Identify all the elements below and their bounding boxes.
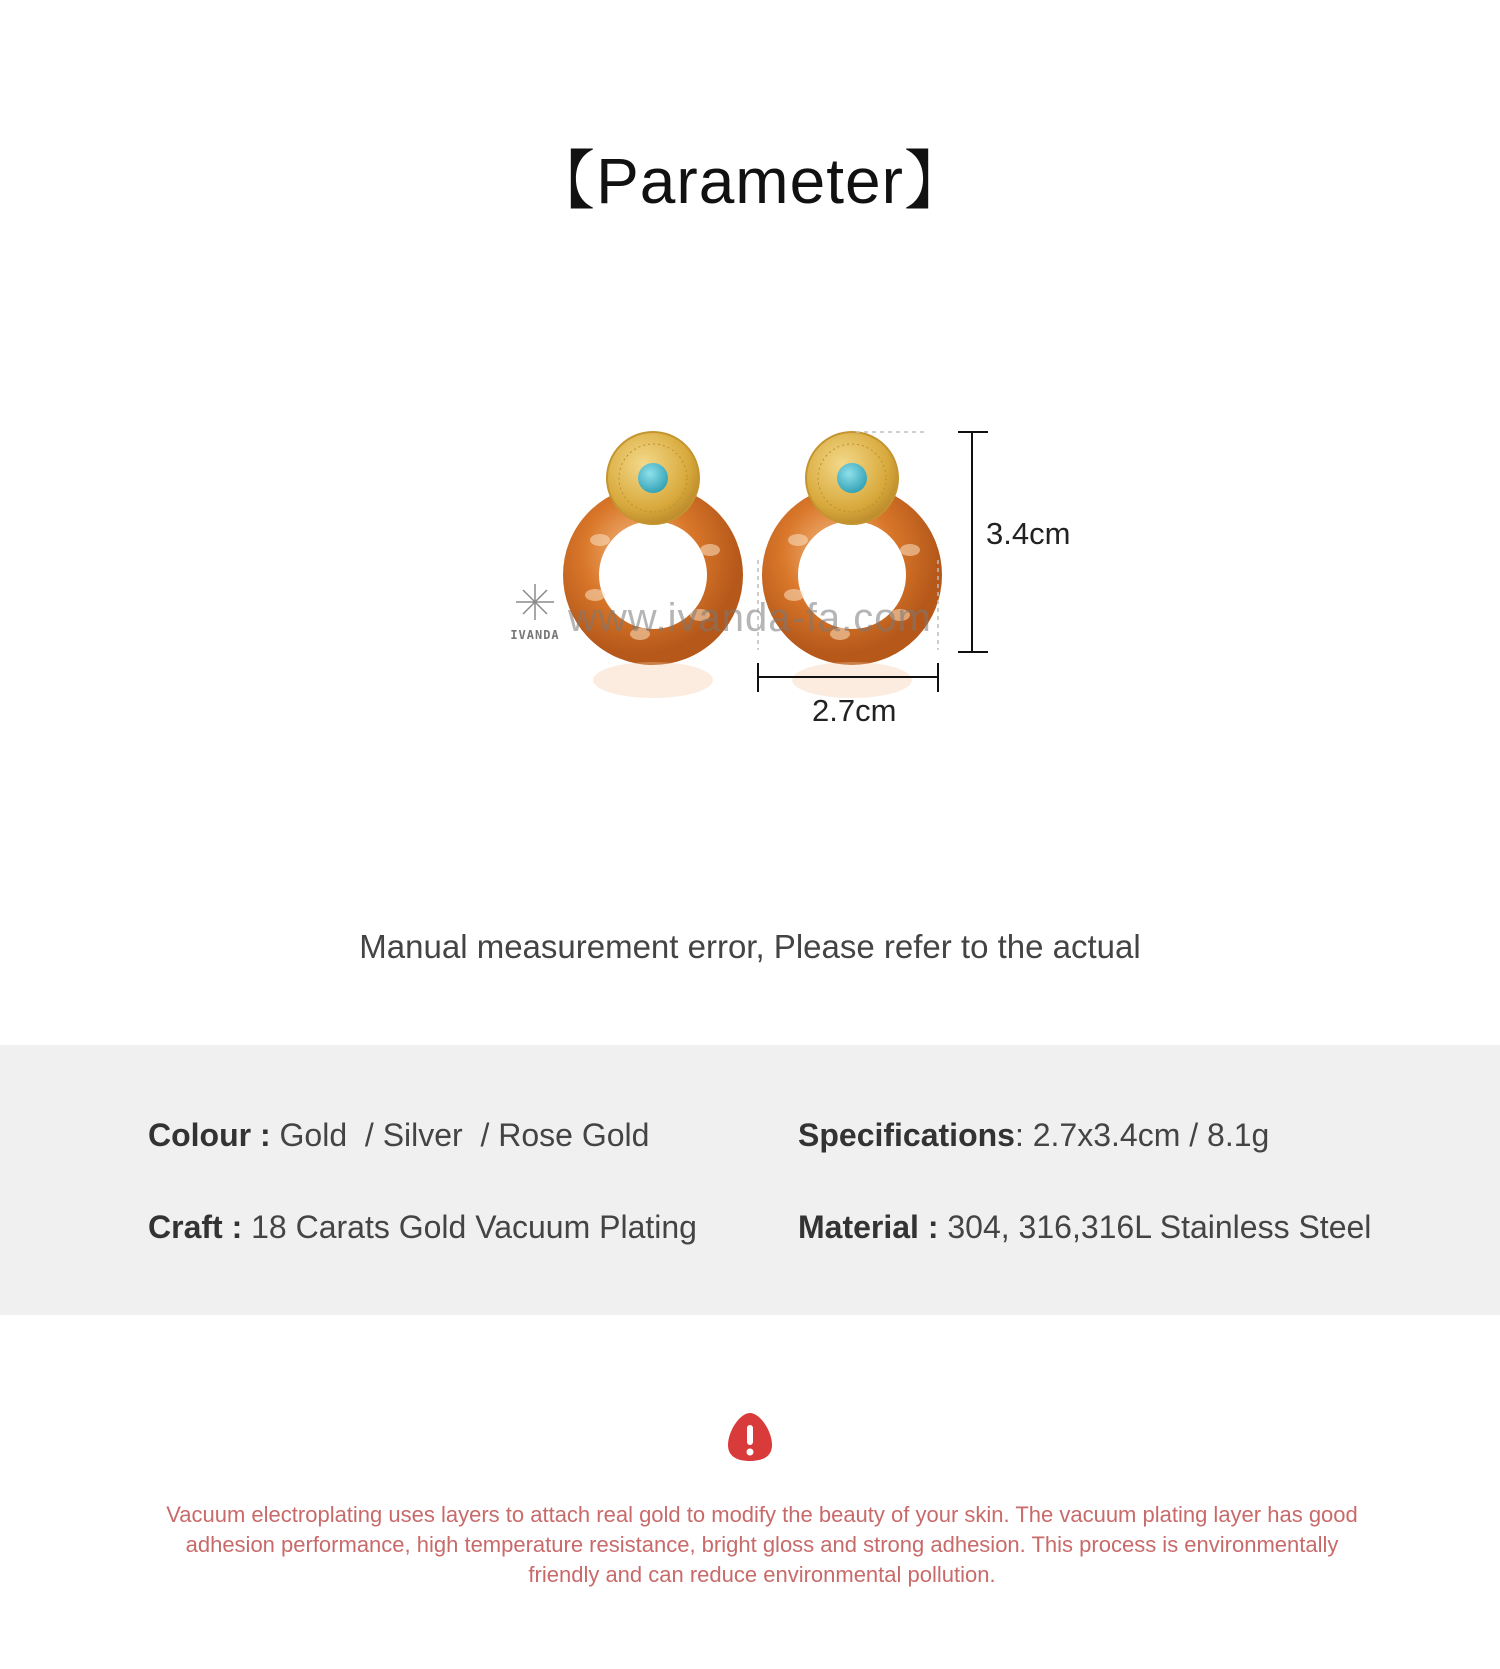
material-param (798, 1209, 1371, 1246)
watermark-text: www.ivanda-fa.com (568, 596, 932, 640)
height-label: 3.4cm (986, 516, 1071, 551)
specifications-param (798, 1117, 1269, 1154)
brand-logo-text: IVANDA (510, 628, 560, 642)
brand-logo (505, 583, 565, 642)
star-logo-icon (515, 583, 555, 621)
parameter-panel (0, 1045, 1500, 1315)
exclamation-icon (726, 1411, 774, 1463)
measurement-note: Manual measurement error, Please refer to the actual (359, 928, 1141, 965)
craft-key: Craft : (148, 1209, 243, 1245)
craft-value: 18 Carats Gold Vacuum Plating (251, 1209, 697, 1245)
plating-warning-text: Vacuum electroplating uses layers to attach real gold to modify the beauty of your skin. The vacuum plating layer has good adhesion performance, high temperature resistance, bright gloss and strong adhesion. This process is environmentally friendly and can reduce environmental pollution. (166, 1502, 1358, 1587)
colour-param (148, 1117, 649, 1154)
right-earring (780, 432, 924, 698)
material-key: Material : (798, 1209, 939, 1245)
page-title: 【Parameter】 (531, 145, 969, 217)
colour-value: Gold / Silver / Rose Gold (279, 1117, 650, 1153)
width-label: 2.7cm (812, 693, 897, 728)
height-dimension-line (958, 432, 988, 652)
colour-key: Colour : (148, 1117, 271, 1153)
specifications-value: : 2.7x3.4cm / 8.1g (1014, 1117, 1270, 1153)
earring-product-image (500, 420, 1120, 740)
specifications-key: Specifications (798, 1117, 1015, 1153)
left-earring (581, 432, 725, 698)
material-value: 304, 316,316L Stainless Steel (947, 1209, 1372, 1245)
craft-param (148, 1209, 697, 1246)
